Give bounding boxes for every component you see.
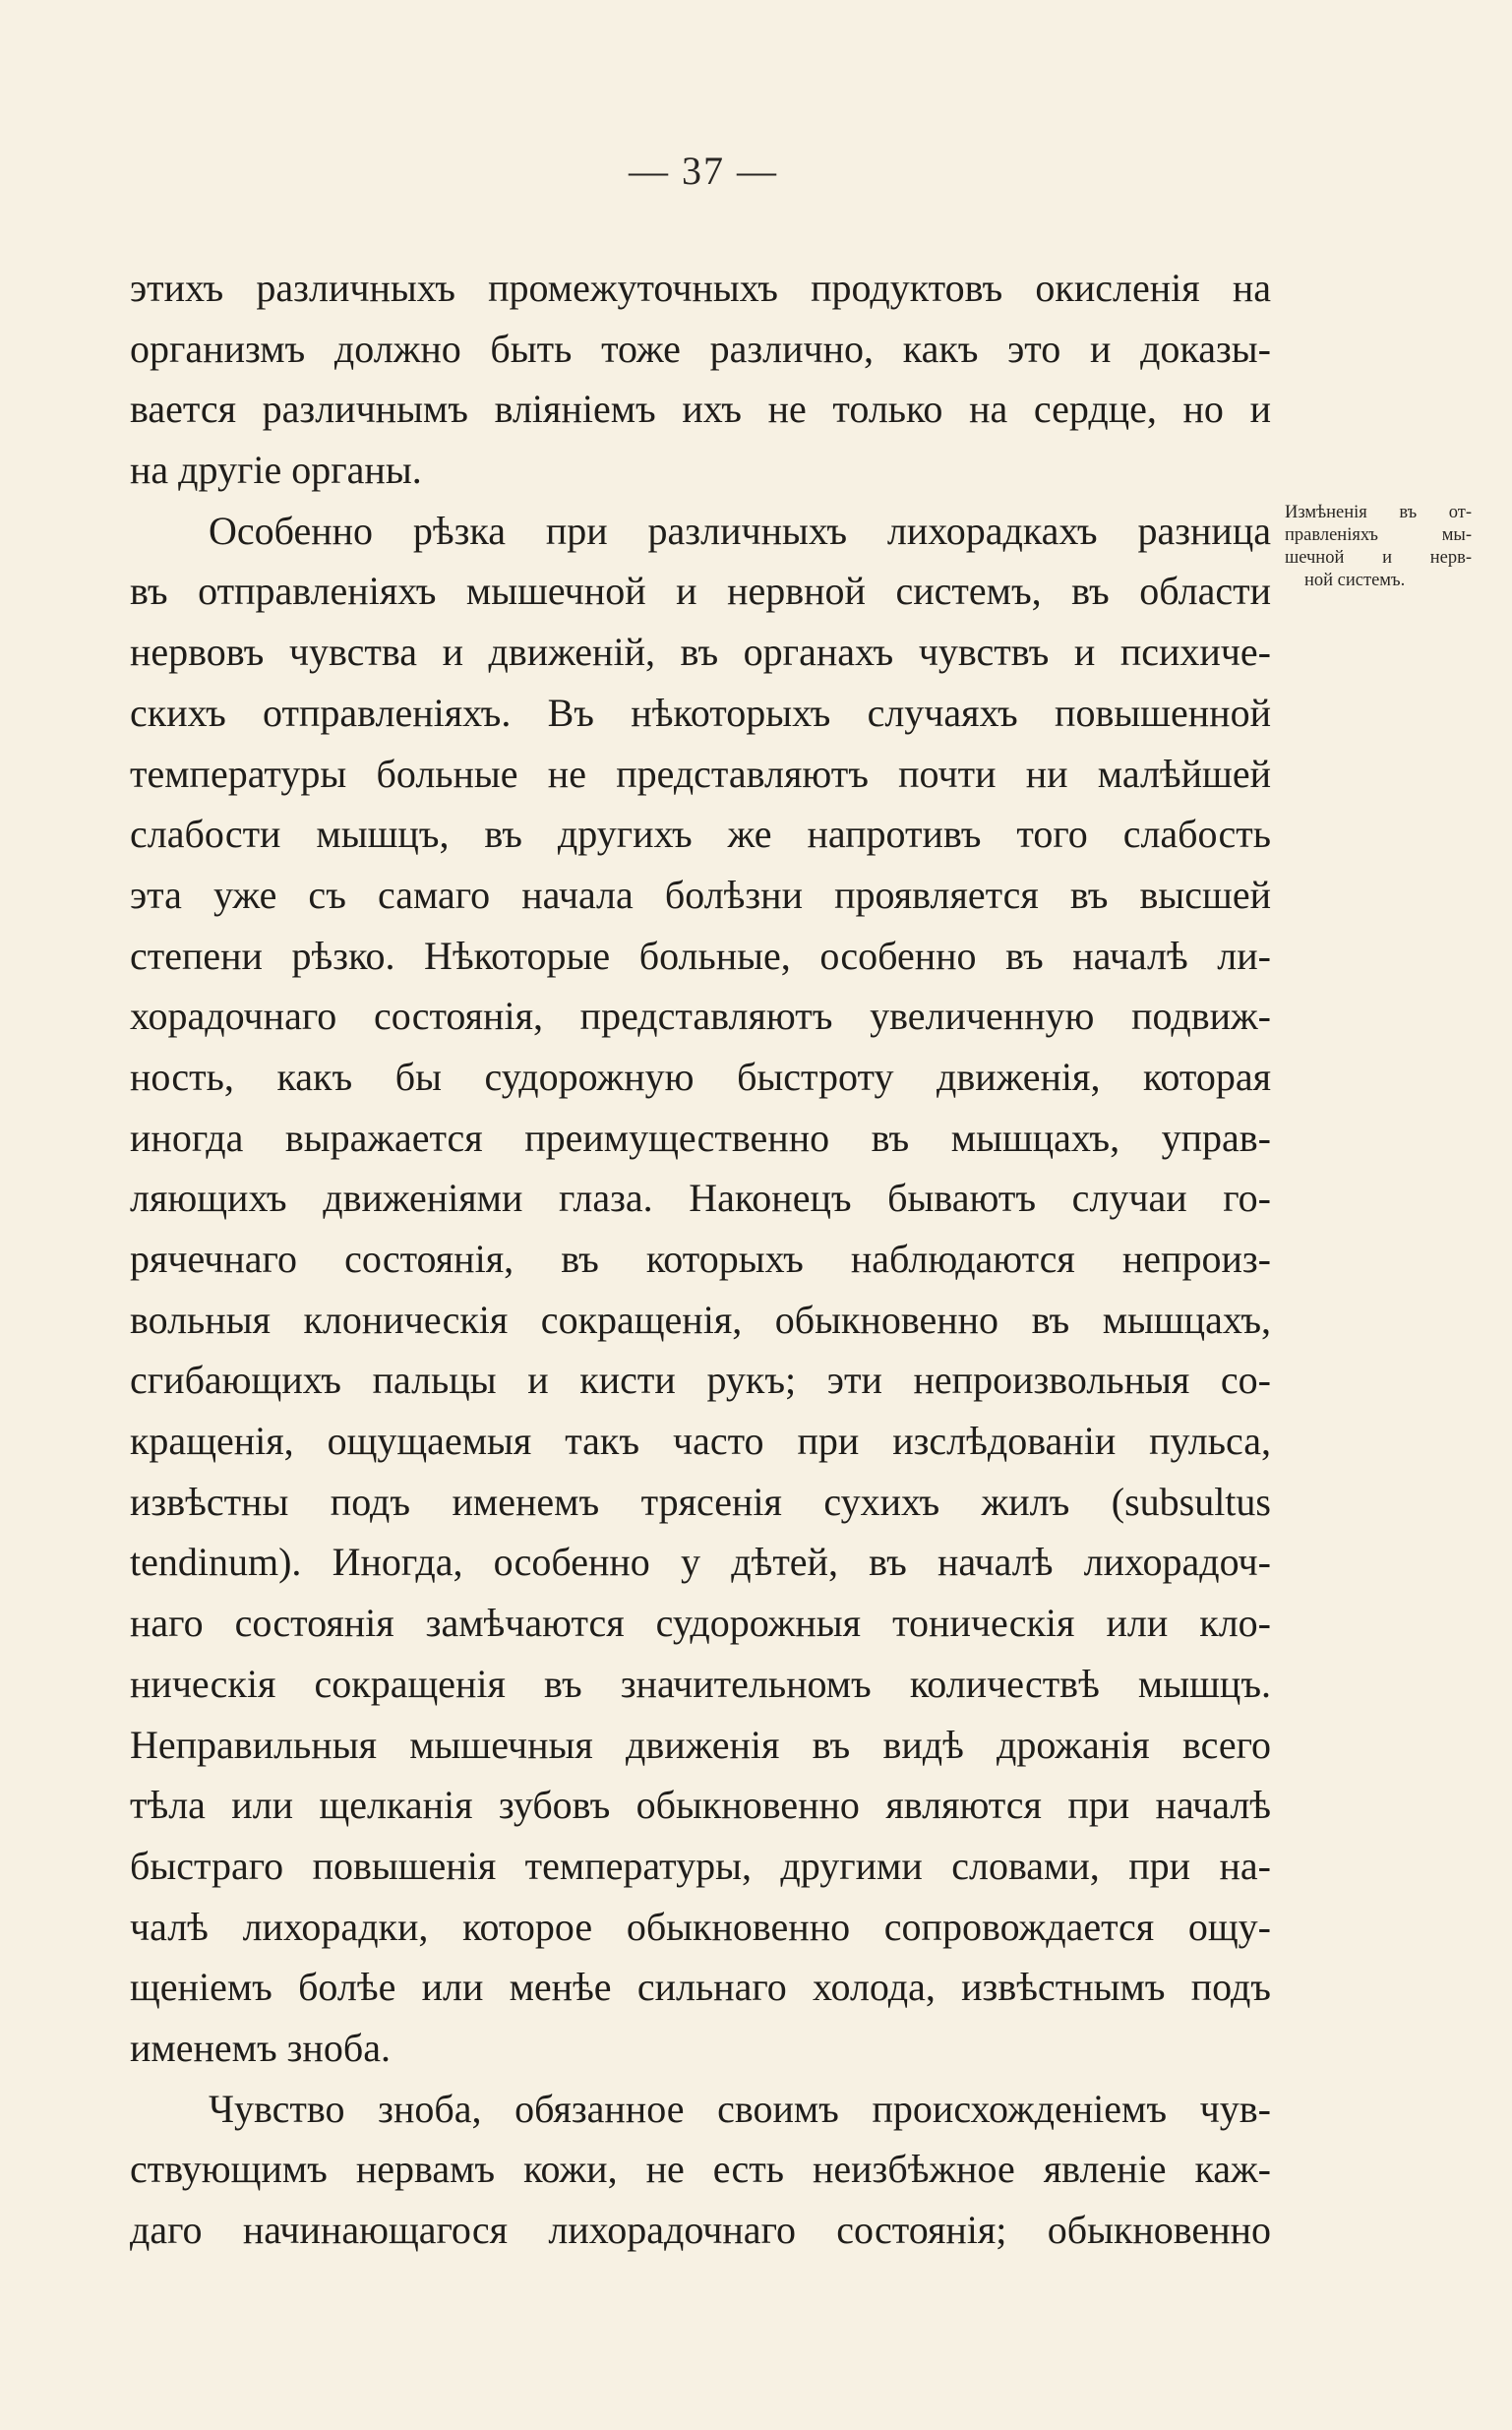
text-line: на другіе органы.	[130, 448, 422, 493]
text-line: ляющихъ движеніями глаза. Наконецъ бываютъ случаи го-	[130, 1176, 1271, 1221]
text-line: скихъ отправленіяхъ. Въ нѣкоторыхъ случаяхъ повышенной	[130, 690, 1271, 735]
text-line: кращенія, ощущаемыя такъ часто при изслѣдованіи пульса,	[130, 1419, 1271, 1464]
text-line: нервовъ чувства и движеній, въ органахъ чувствъ и психиче-	[130, 630, 1271, 675]
text-line: хорадочнаго состоянія, представляютъ увеличенную подвиж-	[130, 994, 1271, 1039]
text-line: даго начинающагося лихорадочнаго состоянія; обыкновенно	[130, 2208, 1271, 2252]
text-line: слабости мышцъ, въ другихъ же напротивъ того слабость	[130, 812, 1271, 857]
text-line: степени рѣзко. Нѣкоторые больные, особенно въ началѣ ли-	[130, 933, 1271, 978]
text-line: этихъ различныхъ промежуточныхъ продуктовъ окисленія на	[130, 266, 1271, 310]
margin-note-line: ной системъ.	[1304, 571, 1406, 590]
text-line: организмъ должно быть тоже различно, какъ это и доказы-	[130, 326, 1271, 371]
text-line: щеніемъ болѣе или менѣе сильнаго холода, извѣстнымъ подъ	[130, 1965, 1271, 2010]
page-number: — 37 —	[629, 149, 778, 193]
text-line: Чувство зноба, обязанное своимъ происхожденіемъ чув-	[209, 2086, 1271, 2131]
text-line: чалѣ лихорадки, которое обыкновенно сопровождается ощу-	[130, 1904, 1271, 1949]
body-text	[130, 258, 1271, 2261]
text-line: рячечнаго состоянія, въ которыхъ наблюдаются непроиз-	[130, 1237, 1271, 1281]
text-line: ническія сокращенія въ значительномъ количествѣ мышцъ.	[130, 1661, 1271, 1706]
text-line: tendinum). Иногда, особенно у дѣтей, въ началѣ лихорадоч-	[130, 1540, 1271, 1585]
text-line: ность, какъ бы судорожную быстроту движенія, которая	[130, 1054, 1271, 1099]
text-line: извѣстны подъ именемъ трясенія сухихъ жилъ (subsultus	[130, 1479, 1271, 1524]
text-line: именемъ зноба.	[130, 2025, 391, 2070]
text-line: тѣла или щелканія зубовъ обыкновенно являются при началѣ	[130, 1783, 1271, 1828]
text-line: иногда выражается преимущественно въ мышцахъ, управ-	[130, 1115, 1271, 1160]
text-line: вается различнымъ вліяніемъ ихъ не только на сердце, но и	[130, 387, 1271, 432]
margin-note-line: правленіяхъ мы-	[1285, 525, 1472, 545]
text-line: въ отправленіяхъ мышечной и нервной системъ, въ области	[130, 569, 1271, 614]
margin-note	[1285, 502, 1472, 592]
margin-note-line: шечной и нерв-	[1285, 548, 1472, 568]
text-line: Особенно рѣзка при различныхъ лихорадкахъ разница	[209, 508, 1271, 553]
text-line: ствующимъ нервамъ кожи, не есть неизбѣжное явленіе каж-	[130, 2147, 1271, 2192]
text-line: эта уже съ самаго начала болѣзни проявляется въ высшей	[130, 872, 1271, 917]
margin-note-line: Измѣненія въ от-	[1285, 503, 1472, 522]
text-line: Неправильныя мышечныя движенія въ видѣ дрожанія всего	[130, 1722, 1271, 1767]
text-line: вольныя клоническія сокращенія, обыкновенно въ мышцахъ,	[130, 1297, 1271, 1342]
text-line: наго состоянія замѣчаются судорожныя тоническія или кло-	[130, 1601, 1271, 1646]
text-line: температуры больные не представляютъ почти ни малѣйшей	[130, 751, 1271, 796]
text-line: быстраго повышенія температуры, другими словами, при на-	[130, 1843, 1271, 1888]
text-line: сгибающихъ пальцы и кисти рукъ; эти непроизвольныя со-	[130, 1358, 1271, 1403]
